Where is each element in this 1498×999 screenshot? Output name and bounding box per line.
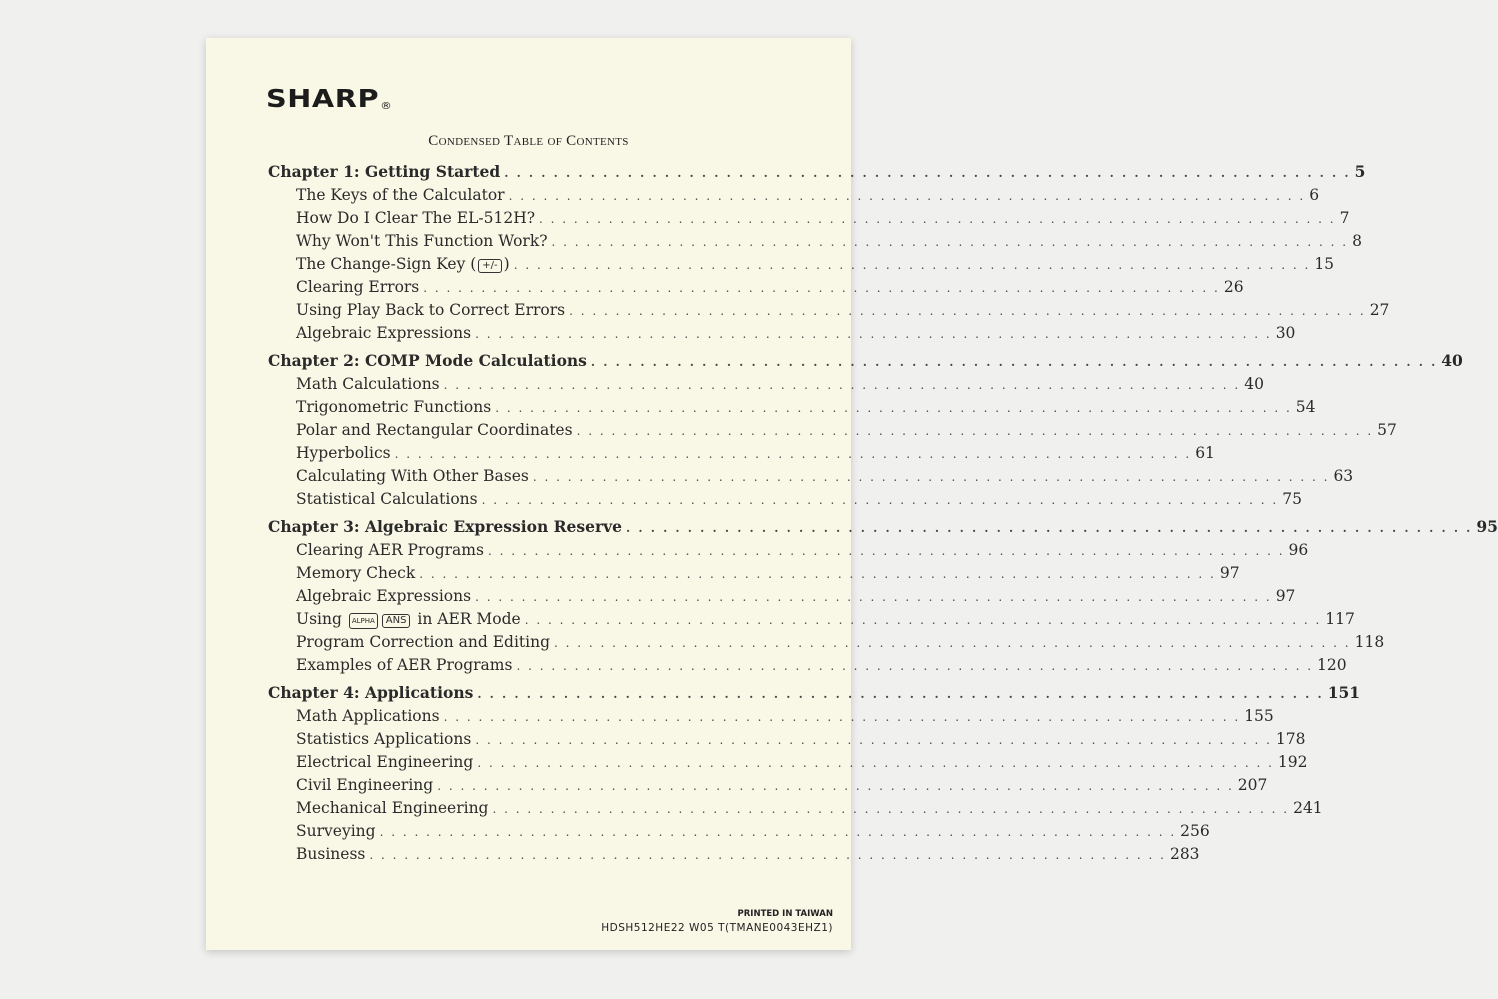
item-label: Business: [296, 845, 366, 863]
page-number: 6: [1309, 186, 1320, 204]
dot-leader: . . . . . . . . . . . . . . . . . . . . . . . . . . . . . . . . . . . . . . . . . . . . . . . . . . . . . . . . . . . . . . . . . . . . .: [508, 189, 1306, 203]
chapter-title: Chapter 1: Getting Started: [268, 162, 501, 181]
page-number: 27: [1369, 301, 1390, 319]
item-label: [296, 255, 510, 273]
item-label: Clearing AER Programs: [296, 541, 484, 559]
page-number: 15: [1314, 255, 1335, 273]
item-label: Electrical Engineering: [296, 753, 474, 771]
dot-leader: . . . . . . . . . . . . . . . . . . . . . . . . . . . . . . . . . . . . . . . . . . . . . . . . . . . . . . . . . . . . . . . . . . . . .: [394, 447, 1192, 461]
page-number: 241: [1293, 799, 1323, 817]
chapter-title: Chapter 2: COMP Mode Calculations: [268, 351, 587, 370]
page-number: 207: [1237, 776, 1268, 794]
page-number: 117: [1325, 610, 1355, 628]
page-number: 192: [1277, 753, 1308, 771]
item-label: Clearing Errors: [296, 278, 420, 296]
toc-item: [268, 799, 1323, 822]
toc-item: [268, 587, 1296, 610]
item-label: Statistical Calculations: [296, 490, 478, 508]
item-label: How Do I Clear The EL-512H?: [296, 209, 536, 227]
dot-leader: . . . . . . . . . . . . . . . . . . . . . . . . . . . . . . . . . . . . . . . . . . . . . . . . . . . . . . . . . . . . . . . . . . . . .: [481, 493, 1279, 507]
page-number: 118: [1354, 633, 1385, 651]
toc-item: [268, 730, 1306, 753]
label-suffix: in AER Mode: [417, 610, 521, 628]
dot-leader: . . . . . . . . . . . . . . . . . . . . . . . . . . . . . . . . . . . . . . . . . . . . . . . . . . . . . . . . . . . . . . . . . . . . .: [554, 636, 1351, 650]
dot-leader: . . . . . . . . . . . . . . . . . . . . . . . . . . . . . . . . . . . . . . . . . . . . . . . . . . . . . . . . . . . . . . . . . . . . .: [443, 378, 1241, 392]
toc-item: [268, 633, 1385, 656]
item-label: Math Applications: [296, 707, 440, 725]
toc-item: [268, 610, 1355, 633]
registered-mark: ®: [380, 101, 393, 112]
catalog-code: HDSH512HE22 W05 T(TMANE0043EHZ1): [601, 922, 833, 934]
toc-item: [268, 421, 1397, 444]
dot-leader: . . . . . . . . . . . . . . . . . . . . . . . . . . . . . . . . . . . . . . . . . . . . . . . . . . . . . . . . . . . . . . . . . . . . .: [475, 590, 1272, 604]
dot-leader: . . . . . . . . . . . . . . . . . . . . . . . . . . . . . . . . . . . . . . . . . . . . . . . . . . . . . . . . . . . . . . . . . . . . .: [475, 733, 1272, 747]
item-label: Mechanical Engineering: [296, 799, 489, 817]
item-label: Hyperbolics: [296, 444, 391, 462]
dot-leader: . . . . . . . . . . . . . . . . . . . . . . . . . . . . . . . . . . . . . . . . . . . . . . . . . . . . . . . . . . . . . . . . . . . . .: [524, 613, 1322, 627]
sharp-logo: [266, 84, 392, 113]
item-label: Why Won't This Function Work?: [296, 232, 548, 250]
item-label: Examples of AER Programs: [296, 656, 513, 674]
page-number: 5: [1354, 162, 1366, 181]
item-label: [296, 610, 521, 629]
dot-leader: . . . . . . . . . . . . . . . . . . . . . . . . . . . . . . . . . . . . . . . . . . . . . . . . . . . . . . . . . . . . . . . . . . . . .: [477, 687, 1324, 701]
key-icon: +/-: [478, 259, 501, 273]
toc-item: [268, 467, 1354, 490]
toc-item: [268, 822, 1210, 845]
page-number: 120: [1317, 656, 1347, 674]
toc-item: [268, 398, 1316, 421]
page-number: 97: [1275, 587, 1296, 605]
page-number: 57: [1377, 421, 1397, 439]
dot-leader: . . . . . . . . . . . . . . . . . . . . . . . . . . . . . . . . . . . . . . . . . . . . . . . . . . . . . . . . . . . . . . . . . . . . .: [576, 424, 1374, 438]
item-label: Statistics Applications: [296, 730, 472, 748]
toc-item: [268, 776, 1268, 799]
item-label: Memory Check: [296, 564, 416, 582]
dot-leader: . . . . . . . . . . . . . . . . . . . . . . . . . . . . . . . . . . . . . . . . . . . . . . . . . . . . . . . . . . . . . . . . . . . . .: [379, 825, 1177, 839]
toc-item: [268, 541, 1309, 564]
dot-leader: . . . . . . . . . . . . . . . . . . . . . . . . . . . . . . . . . . . . . . . . . . . . . . . . . . . . . . . . . . . . . . . . . . . . .: [437, 779, 1234, 793]
item-label: Civil Engineering: [296, 776, 434, 794]
dot-leader: . . . . . . . . . . . . . . . . . . . . . . . . . . . . . . . . . . . . . . . . . . . . . . . . . . . . . . . . . . . . . . . . . . . . .: [477, 756, 1274, 770]
toc-heading: Condensed Table of Contents: [428, 133, 629, 149]
page-number: 63: [1333, 467, 1354, 485]
chapter-row: [268, 683, 1361, 707]
page-number: 95: [1476, 517, 1498, 536]
key-icon: ANS: [382, 614, 411, 628]
dot-leader: . . . . . . . . . . . . . . . . . . . . . . . . . . . . . . . . . . . . . . . . . . . . . . . . . . . . . . . . . . . . . . . . . . . . .: [516, 659, 1314, 673]
dot-leader: . . . . . . . . . . . . . . . . . . . . . . . . . . . . . . . . . . . . . . . . . . . . . . . . . . . . . . . . . . . . . . . . . . . . .: [539, 212, 1336, 226]
item-label: Calculating With Other Bases: [296, 467, 529, 485]
footer: [601, 909, 833, 934]
chapter-row: [268, 517, 1498, 541]
toc-item: [268, 301, 1390, 324]
page-number: 75: [1282, 490, 1302, 508]
dot-leader: . . . . . . . . . . . . . . . . . . . . . . . . . . . . . . . . . . . . . . . . . . . . . . . . . . . . . . . . . . . . . . . . . . . . .: [513, 258, 1311, 272]
toc-item: [268, 278, 1244, 301]
chapter-title: Chapter 4: Applications: [268, 683, 474, 702]
toc-item: [268, 707, 1274, 730]
item-label: Program Correction and Editing: [296, 633, 551, 651]
dot-leader: . . . . . . . . . . . . . . . . . . . . . . . . . . . . . . . . . . . . . . . . . . . . . . . . . . . . . . . . . . . . . . . . . . . . .: [569, 304, 1366, 318]
toc-item: [268, 324, 1296, 347]
dot-leader: . . . . . . . . . . . . . . . . . . . . . . . . . . . . . . . . . . . . . . . . . . . . . . . . . . . . . . . . . . . . . . . . . . . . .: [443, 710, 1241, 724]
toc-item: [268, 186, 1320, 209]
page-number: 256: [1180, 822, 1210, 840]
dot-leader: . . . . . . . . . . . . . . . . . . . . . . . . . . . . . . . . . . . . . . . . . . . . . . . . . . . . . . . . . . . . . . . . . . . . .: [369, 848, 1166, 862]
page-number: 7: [1339, 209, 1350, 227]
chapter-title: Chapter 3: Algebraic Expression Reserve: [268, 517, 622, 536]
page-number: 151: [1327, 683, 1361, 702]
item-label: Math Calculations: [296, 375, 440, 393]
dot-leader: . . . . . . . . . . . . . . . . . . . . . . . . . . . . . . . . . . . . . . . . . . . . . . . . . . . . . . . . . . . . . . . . . . . . .: [475, 327, 1272, 341]
dot-leader: . . . . . . . . . . . . . . . . . . . . . . . . . . . . . . . . . . . . . . . . . . . . . . . . . . . . . . . . . . . . . . . . . . . . .: [590, 355, 1438, 369]
toc-item: [268, 564, 1240, 587]
page-number: 178: [1275, 730, 1306, 748]
dot-leader: . . . . . . . . . . . . . . . . . . . . . . . . . . . . . . . . . . . . . . . . . . . . . . . . . . . . . . . . . . . . . . . . . . . . .: [419, 567, 1216, 581]
chapter-row: [268, 351, 1463, 375]
page-number: 96: [1288, 541, 1309, 559]
item-label: Using Play Back to Correct Errors: [296, 301, 566, 319]
chapter-row: [268, 162, 1366, 186]
item-label: Surveying: [296, 822, 376, 840]
toc-item: [268, 845, 1200, 868]
dot-leader: . . . . . . . . . . . . . . . . . . . . . . . . . . . . . . . . . . . . . . . . . . . . . . . . . . . . . . . . . . . . . . . . . . . . .: [487, 544, 1285, 558]
label-prefix: Using: [296, 610, 342, 628]
page-number: 40: [1244, 375, 1264, 393]
dot-leader: . . . . . . . . . . . . . . . . . . . . . . . . . . . . . . . . . . . . . . . . . . . . . . . . . . . . . . . . . . . . . . . . . . . . .: [423, 281, 1220, 295]
dot-leader: . . . . . . . . . . . . . . . . . . . . . . . . . . . . . . . . . . . . . . . . . . . . . . . . . . . . . . . . . . . . . . . . . . . . .: [504, 166, 1351, 180]
item-label: Trigonometric Functions: [296, 398, 492, 416]
page-number: 283: [1169, 845, 1200, 863]
page-number: 54: [1295, 398, 1316, 416]
dot-leader: . . . . . . . . . . . . . . . . . . . . . . . . . . . . . . . . . . . . . . . . . . . . . . . . . . . . . . . . . . . . . . . . . . . . .: [551, 235, 1349, 249]
item-label: Polar and Rectangular Coordinates: [296, 421, 573, 439]
dot-leader: . . . . . . . . . . . . . . . . . . . . . . . . . . . . . . . . . . . . . . . . . . . . . . . . . . . . . . . . . . . . . . . . . . . . .: [532, 470, 1330, 484]
page-number: 40: [1441, 351, 1463, 370]
table-of-contents: [268, 162, 1498, 868]
toc-item: [268, 444, 1215, 467]
page-number: 61: [1195, 444, 1215, 462]
printed-in-label: PRINTED IN TAIWAN: [737, 909, 833, 919]
booklet-page: [206, 38, 1498, 950]
page-number: 97: [1219, 564, 1240, 582]
label-prefix: The Change-Sign Key (: [296, 255, 477, 273]
toc-item: [268, 753, 1308, 776]
toc-item: [268, 375, 1264, 398]
toc-item: [268, 490, 1302, 513]
dot-leader: . . . . . . . . . . . . . . . . . . . . . . . . . . . . . . . . . . . . . . . . . . . . . . . . . . . . . . . . . . . . . . . . . . . . .: [492, 802, 1290, 816]
toc-item: [268, 209, 1350, 232]
brand-name: SHARP: [266, 84, 380, 113]
page-number: 26: [1223, 278, 1244, 296]
item-label: Algebraic Expressions: [296, 324, 472, 342]
toc-item: [268, 656, 1347, 679]
item-label: The Keys of the Calculator: [296, 186, 505, 204]
page-number: 30: [1275, 324, 1296, 342]
item-label: Algebraic Expressions: [296, 587, 472, 605]
key-icon: ALPHA: [349, 613, 378, 629]
label-suffix: ): [503, 255, 510, 273]
toc-item: [268, 232, 1362, 255]
toc-item: [268, 255, 1335, 278]
page-number: 8: [1352, 232, 1362, 250]
page-number: 155: [1244, 707, 1274, 725]
dot-leader: . . . . . . . . . . . . . . . . . . . . . . . . . . . . . . . . . . . . . . . . . . . . . . . . . . . . . . . . . . . . . . . . . . . . .: [495, 401, 1292, 415]
dot-leader: . . . . . . . . . . . . . . . . . . . . . . . . . . . . . . . . . . . . . . . . . . . . . . . . . . . . . . . . . . . . . . . . . . . . .: [626, 521, 1473, 535]
